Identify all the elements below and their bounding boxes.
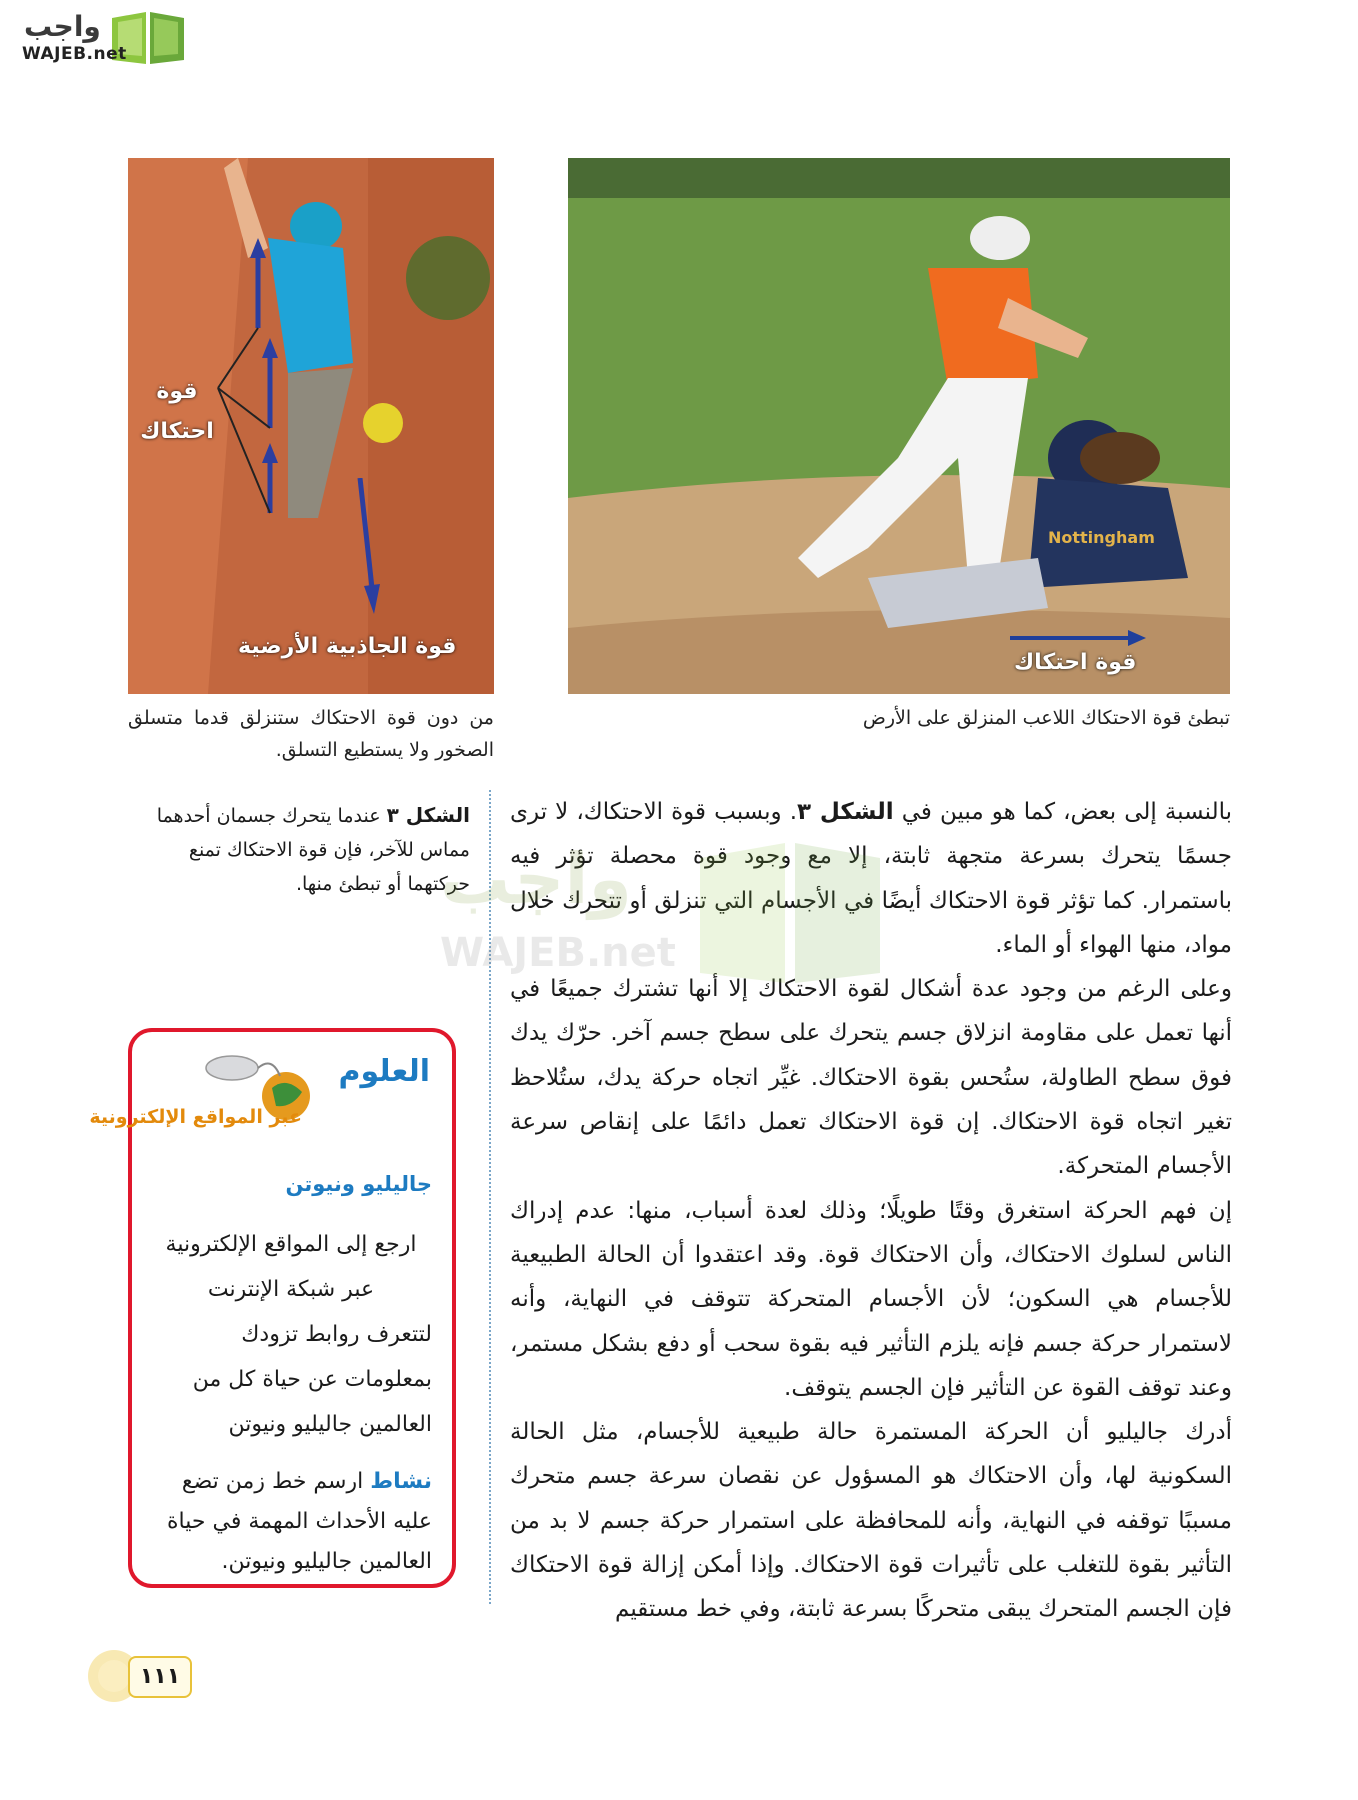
paragraph-4: أدرك جاليليو أن الحركة المستمرة حالة طبيعية للأجسام، مثل الحالة السكونية لها، وأن الاحتكاك هو المسؤول عن نقصان سرعة جسم متحرك مسببًا توقفه في النهاية، وأنه للمحافظة على استمرار حركة جسم لا بد من التأثير بقوة للتغلب على تأثيرات قوة الاحتكاك. وإذا أمكن إزالة قوة الاحتكاك فإن الجسم المتحرك يبقى متحركًا بسرعة ثابتة، وفي خط مستقيم <box>510 1419 1232 1623</box>
climber-gravity-label: قوة الجاذبية الأرضية <box>238 634 457 659</box>
main-text <box>510 790 1232 1632</box>
friction-arrow-icon <box>1008 628 1148 648</box>
figure-caption <box>130 798 470 901</box>
science-online-box <box>89 1028 456 1588</box>
figure-reference[interactable]: الشكل ٣ <box>797 799 894 825</box>
logo-arabic-text: واجب <box>24 10 101 43</box>
baseball-friction-label: قوة احتكاك <box>1014 650 1137 675</box>
figure-label: الشكل ٣ <box>386 803 470 827</box>
page-number-badge <box>82 1640 192 1710</box>
baseball-caption: تبطئ قوة الاحتكاك اللاعب المنزلق على الأرض <box>862 707 1230 729</box>
paragraph-1-end: . وبسبب قوة الاحتكاك، لا ترى جسمًا يتحرك بسرعة متجهة ثابتة، إلا مع وجود قوة محصلة تؤثر فيه باستمرار. كما تؤثر قوة الاحتكاك أيضًا في الأجسام التي تنزلق أو تتحرك خلال مواد، منها الهواء أو الماء. <box>510 799 1232 958</box>
box-subtitle: عبر المواقع الإلكترونية <box>89 1106 302 1128</box>
box-line-1: ارجع إلى المواقع الإلكترونية عبر شبكة الإنترنت <box>165 1232 417 1302</box>
climber-friction-label: قوة احتكاك <box>140 379 214 444</box>
column-divider <box>489 790 491 1604</box>
box-heading: جاليليو ونيوتن <box>285 1172 432 1196</box>
box-line-2: لتتعرف روابط تزودك بمعلومات عن حياة كل من العالمين جاليليو ونيوتن <box>192 1322 432 1437</box>
paragraph-2: وعلى الرغم من وجود عدة أشكال لقوة الاحتكاك إلا أنها تشترك جميعًا في أنها تعمل على مقاومة انزلاق جسم يتحرك على سطح جسم آخر. حرّك يدك فوق سطح الطاولة، ستُحس بقوة الاحتكاك. غيِّر اتجاه حركة يدك، ستُلاحظ تغير اتجاه قوة الاحتكاك. إن قوة الاحتكاك تعمل دائمًا على إنقاص سرعة الأجسام المتحركة. <box>510 976 1232 1180</box>
climber-caption: من دون قوة الاحتكاك ستنزلق قدما متسلق الصخور ولا يستطيع التسلق. <box>128 707 494 761</box>
site-logo[interactable] <box>10 6 190 68</box>
activity-text: ارسم خط زمن تضع عليه الأحداث المهمة في حياة العالمين جاليليو ونيوتن. <box>167 1469 432 1574</box>
baseball-photo <box>568 158 1230 694</box>
box-activity <box>150 1462 432 1582</box>
baseball-jersey-text: Nottingham <box>1048 528 1155 547</box>
gravity-arrow-icon <box>350 478 380 618</box>
watermark-arabic: واجب <box>440 838 633 920</box>
paragraph-1-start: بالنسبة إلى بعض، كما هو مبين في <box>893 799 1233 825</box>
paragraph-1 <box>510 790 1232 967</box>
page-number: ١١١ <box>128 1656 192 1698</box>
climber-photo <box>128 158 494 694</box>
activity-label: نشاط <box>370 1469 432 1494</box>
watermark-latin: WAJEB.net <box>440 930 676 976</box>
figure-text: عندما يتحرك جسمان أحدهما مماس للآخر، فإن قوة الاحتكاك تمنع حركتهما أو تبطئ منها. <box>156 805 470 895</box>
box-title: العلوم <box>338 1054 430 1089</box>
logo-latin-text: WAJEB.net <box>22 44 127 64</box>
paragraph-3: إن فهم الحركة استغرق وقتًا طويلًا؛ وذلك لعدة أسباب، منها: عدم إدراك الناس لسلوك الاحتكاك، وأن الاحتكاك قوة. وقد اعتقدوا أن الحالة الطبيعية للأجسام هي السكون؛ لأن الأجسام المتحركة تتوقف في النهاية، وأنه لاستمرار حركة جسم فإنه يلزم التأثير فيه بقوة سحب أو دفع بشكل مستمر، وعند توقف القوة عن التأثير فإن الجسم يتوقف. <box>510 1197 1232 1401</box>
